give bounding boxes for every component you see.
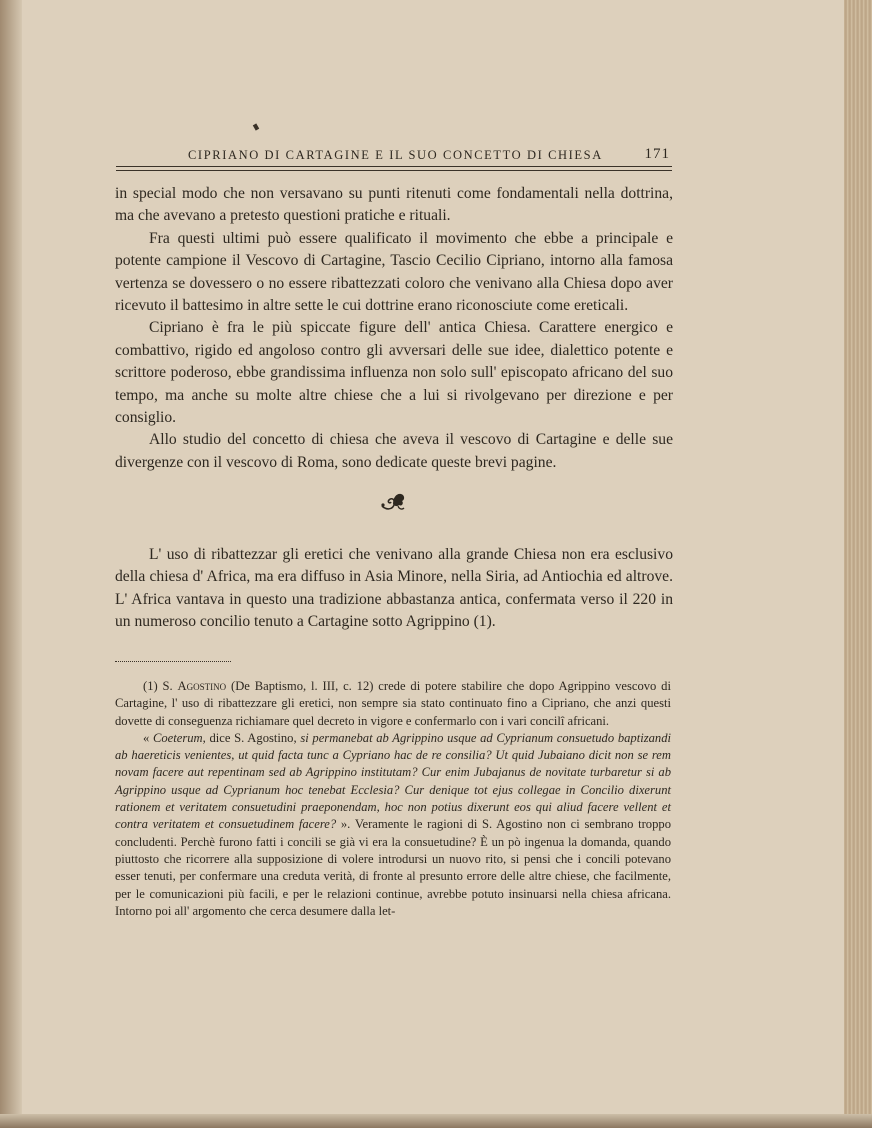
section-two-text <box>115 544 673 634</box>
footnote-text: (De Baptismo, l. III, c. 12) crede di potere stabilire che dopo Agrippino vescovo di Cartagine, l' uso di ribattezzare gli eretici, non sempre sia stato continuato fino a Cipriano, che anzi questi dovette di conseguenza richiamare quel decreto in vigore e confermarlo con i vari concilî africani. <box>115 679 671 728</box>
quote-mark: « <box>143 730 153 745</box>
footnote-author: Agostino <box>177 679 227 693</box>
footnote-text: Veramente le ragioni di S. Agostino non ci sembrano troppo concludenti. Perchè furono fatti i concili se già vi era la consuetudine? È un pò ingenua la domanda, quando piuttosto che ricorrere alla supposizione di volere introdursi un nuovo rito, si pensi che i concili potevano esser tenuti, per confermare una creduta verità, di fronte al presunto errore delle altre chiese, che facilmente, per le comunicazioni più facili, e per le relazioni continue, avrebbe potuto insinuarsi nella chiesa africana. Intorno poi all' argomento che cerca desumere dalla let- <box>115 817 671 918</box>
paragraph: Cipriano è fra le più spiccate figure dell' antica Chiesa. Carattere energico e combattivo, rigido ed angoloso contro gli avversari delle sue idee, dialettico potente e scrittore poderoso, ebbe grandissima influenza non solo sull' episcopato africano del suo tempo, ma anche su molte altre chiese che a lui si rivolgevano per direzione e per consiglio. <box>115 319 673 427</box>
quote-mark: ». <box>336 817 355 832</box>
latin-quote: si permanebat ab Agrippino usque ad Cyprianum consuetudo baptizandi ab haereticis venientes, ut quid facta tunc a Cypriano hac de re consilia? Ut quid Jubaiano dicit non se rem novam facere aut repentinam sed ab Agrippino institutam? Cur enim Jubajanus de novitate turbaretur si ab Agrippino usque ad Cyprianum hoc tenebat Ecclesia? Cur denique tot ejus collegae in Concilio dixerunt rationem et veritatem consuetudini praeponendam, hoc non potius dixerunt eos qui aliud facere vellent et contra veritatem et consuetudinem facere? <box>115 730 672 832</box>
page-number: 171 <box>644 146 670 162</box>
page-edges <box>844 0 872 1128</box>
binding-shadow <box>0 0 22 1128</box>
main-text <box>115 183 673 474</box>
quote-attribution: dice S. Agostino, <box>205 730 301 745</box>
ink-mark <box>253 123 259 130</box>
footnote-marker: (1) S. <box>143 679 173 693</box>
fleuron-icon <box>378 488 408 512</box>
paragraph: Allo studio del concetto di chiesa che aveva il vescovo di Cartagine e delle sue divergenze con il vescovo di Roma, sono dedicate queste brevi pagine. <box>115 431 673 471</box>
footnote-separator <box>115 661 231 662</box>
running-header <box>116 146 672 166</box>
paragraph: Fra questi ultimi può essere qualificato il movimento che ebbe a principale e potente campione il Vescovo di Cartagine, Tascio Cecilio Cipriano, intorno alla famosa vertenza se dovessero o no essere ribattezzati coloro che venivano alla Chiesa dopo aver ricevuto il battesimo in altre sette le cui dottrine erano riconosciute come ereticali. <box>115 229 673 315</box>
header-rule <box>116 166 672 171</box>
latin-quote: Coeterum, <box>152 730 206 745</box>
footnote-paragraph <box>115 678 671 730</box>
paragraph: L' uso di ribattezzar gli eretici che venivano alla grande Chiesa non era esclusivo della chiesa d' Africa, ma era diffuso in Asia Minore, nella Siria, ad Antiochia ed altrove. L' Africa vantava in questo una tradizione abbastanza antica, confermata verso il 220 in un numeroso concilio tenuto a Cartagine sotto Agrippino (1). <box>115 546 673 631</box>
footnote-paragraph <box>115 730 671 920</box>
footnote <box>115 678 671 920</box>
bottom-edge <box>0 1114 872 1128</box>
running-title: CIPRIANO DI CARTAGINE E IL SUO CONCETTO DI CHIESA <box>188 148 603 162</box>
paragraph: in special modo che non versavano su punti ritenuti come fondamentali nella dottrina, ma che avevano a pretesto questioni pratiche e rituali. <box>115 185 673 225</box>
